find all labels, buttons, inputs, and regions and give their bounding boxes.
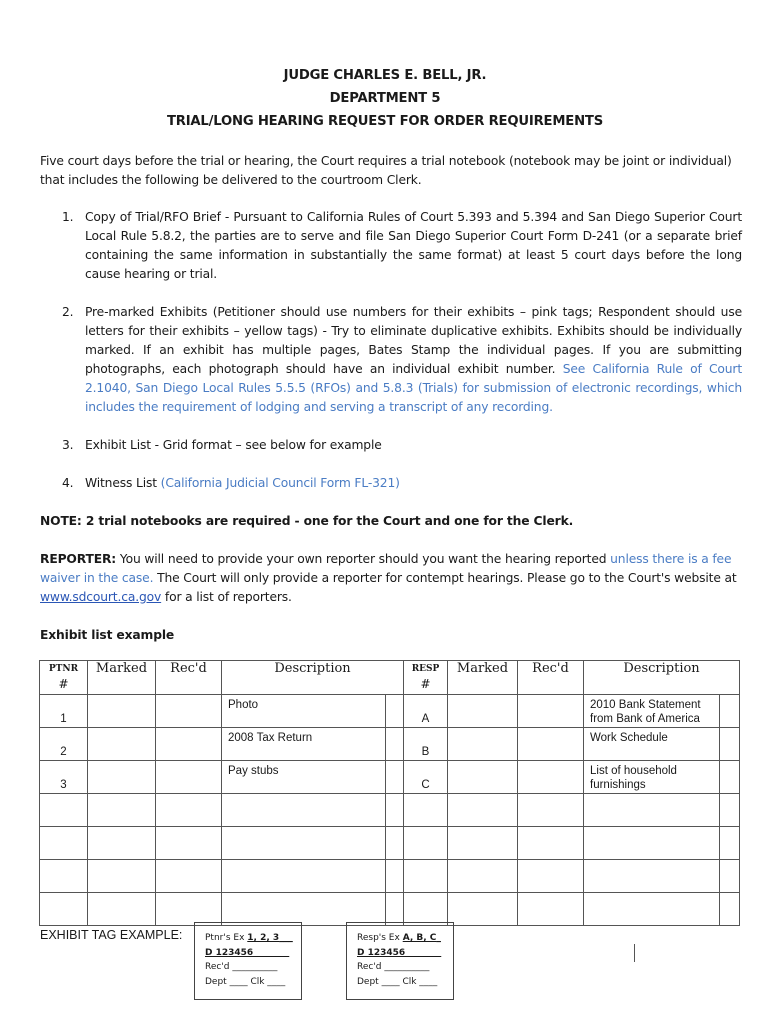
table-row xyxy=(40,761,740,794)
recd-cell xyxy=(518,893,584,926)
ptnr-description: Pay stubs xyxy=(222,761,386,794)
ptnr-exhibit-number xyxy=(40,893,88,926)
list-item-text: Copy of Trial/RFO Brief - Pursuant to California Rules of Court 5.393 and 5.394 and San Diego Superior Court Local Rule 5.8.2, the parties are to serve and file San Diego Superior Court Form D-241 (or a separate brief containing the same information in substantially the same format) at least 5 court days before the long cause hearing or trial. xyxy=(85,210,742,281)
resp-exhibit-number xyxy=(404,860,448,893)
list-item-text: Witness List xyxy=(85,476,157,490)
department: DEPARTMENT 5 xyxy=(329,91,441,106)
spacer-cell xyxy=(720,728,740,761)
ptnr-exhibit-number xyxy=(40,827,88,860)
spacer-cell xyxy=(720,695,740,728)
list-number: 1. xyxy=(62,210,74,224)
reporter-text-2: The Court will only provide a reporter for contempt hearings. Please go to the Court's website at xyxy=(157,571,737,585)
list-item-text: Exhibit List - Grid format – see below for example xyxy=(85,438,382,452)
resp-description xyxy=(584,893,720,926)
ptnr-description: 2008 Tax Return xyxy=(222,728,386,761)
resp-exhibit-number: B xyxy=(404,728,448,761)
table-row xyxy=(40,893,740,926)
marked-cell xyxy=(448,761,518,794)
ptnr-exhibit-number: 2 xyxy=(40,728,88,761)
recd-cell xyxy=(518,695,584,728)
table-row xyxy=(40,794,740,827)
marked-cell xyxy=(88,827,156,860)
list-item-1 xyxy=(62,208,742,284)
marked-cell xyxy=(88,728,156,761)
ptnr-description xyxy=(222,827,386,860)
table-row xyxy=(40,728,740,761)
resp-recd-header: Rec'd xyxy=(518,661,584,695)
tag-ex-line: Ptnr's Ex 1, 2, 3___ xyxy=(205,933,293,943)
spacer-cell xyxy=(386,827,404,860)
marked-cell xyxy=(88,794,156,827)
marked-cell xyxy=(448,794,518,827)
table-header-row xyxy=(40,661,740,695)
marked-cell xyxy=(88,761,156,794)
resp-exhibit-number: C xyxy=(404,761,448,794)
ptnr-exhibit-number: 1 xyxy=(40,695,88,728)
ptnr-description: Photo xyxy=(222,695,386,728)
table-row xyxy=(40,860,740,893)
table-row xyxy=(40,695,740,728)
resp-description xyxy=(584,827,720,860)
resp-description: List of household furnishings xyxy=(584,761,720,794)
ptnr-marked-header: Marked xyxy=(88,661,156,695)
table-row xyxy=(40,827,740,860)
tag-dept-line: Dept ____ Clk ____ xyxy=(205,976,286,987)
ptnr-description xyxy=(222,893,386,926)
marked-cell xyxy=(88,695,156,728)
spacer-cell xyxy=(386,860,404,893)
list-item-text: Pre-marked Exhibits (Petitioner should use numbers for their exhibits – pink tags; Respondent should use letters for their exhibits – yellow tags) - Try to eliminate duplicative exhibits. Exhibits should be individually marked. If an exhibit has multiple pages, Bates Stamp the individual pages. If you are submitting photographs, each photograph should have an individual exhibit number. xyxy=(85,305,742,376)
resp-exhibit-number xyxy=(404,827,448,860)
tag-ex-value: 1, 2, 3 xyxy=(247,933,280,943)
reporter-label: REPORTER: xyxy=(40,552,117,566)
marked-cell xyxy=(88,893,156,926)
ptnr-exhibit-number xyxy=(40,794,88,827)
resp-exhibit-number xyxy=(404,893,448,926)
spacer-cell xyxy=(720,827,740,860)
marked-cell xyxy=(448,860,518,893)
tag-recd-line: Rec'd __________ xyxy=(357,962,430,972)
note-text: NOTE: 2 trial notebooks are required - one for the Court and one for the Clerk. xyxy=(40,514,574,528)
resp-number-header: RESP # xyxy=(404,661,448,695)
resp-description-header: Description xyxy=(584,661,740,695)
recd-cell xyxy=(518,860,584,893)
spacer-cell xyxy=(386,794,404,827)
exhibit-tag-caption: EXHIBIT TAG EXAMPLE: xyxy=(40,928,183,942)
list-number: 4. xyxy=(62,476,74,490)
form-fl321-link[interactable]: (California Judicial Council Form FL-321) xyxy=(160,476,400,490)
marked-cell xyxy=(448,728,518,761)
reporter-text-3: for a list of reporters. xyxy=(164,590,292,604)
recd-cell xyxy=(156,794,222,827)
resp-description: Work Schedule xyxy=(584,728,720,761)
ptnr-recd-header: Rec'd xyxy=(156,661,222,695)
ptnr-description xyxy=(222,860,386,893)
recd-cell xyxy=(518,794,584,827)
list-item-body xyxy=(85,474,742,493)
reporter-paragraph xyxy=(40,550,742,607)
spacer-cell xyxy=(720,794,740,827)
spacer-cell xyxy=(720,860,740,893)
list-item-2 xyxy=(62,303,742,417)
tag-ex-line: Resp's Ex A, B, C_ xyxy=(357,933,441,943)
intro-paragraph: Five court days before the trial or hearing, the Court requires a trial notebook (notebook may be joint or individual) that includes the following be delivered to the courtroom Clerk. xyxy=(40,154,732,187)
spacer-cell xyxy=(386,761,404,794)
marked-cell xyxy=(88,860,156,893)
resp-exhibit-number xyxy=(404,794,448,827)
spacer-cell xyxy=(386,893,404,926)
resp-description: 2010 Bank Statement from Bank of America xyxy=(584,695,720,728)
marked-cell xyxy=(448,695,518,728)
recd-cell xyxy=(518,827,584,860)
tag-ex-value: A, B, C xyxy=(402,933,437,943)
resp-exhibit-number: A xyxy=(404,695,448,728)
tag-recd-line: Rec'd __________ xyxy=(205,962,278,972)
recd-cell xyxy=(156,893,222,926)
spacer-cell xyxy=(720,893,740,926)
resp-description xyxy=(584,860,720,893)
page-title: TRIAL/LONG HEARING REQUEST FOR ORDER REQUIREMENTS xyxy=(166,114,604,129)
recd-cell xyxy=(156,827,222,860)
resp-description xyxy=(584,794,720,827)
ptnr-description-header: Description xyxy=(222,661,404,695)
tag-dept-line: Dept ____ Clk ____ xyxy=(357,976,438,987)
marked-cell xyxy=(448,893,518,926)
exhibit-list-heading: Exhibit list example xyxy=(40,628,175,642)
list-number: 2. xyxy=(62,305,74,319)
ptnr-number-header: PTNR # xyxy=(40,661,88,695)
spacer-cell xyxy=(386,695,404,728)
court-website-link[interactable]: www.sdcourt.ca.gov xyxy=(40,590,162,604)
list-item-3 xyxy=(62,436,742,455)
text-cursor xyxy=(634,944,635,962)
resp-marked-header: Marked xyxy=(448,661,518,695)
petitioner-exhibit-tag xyxy=(194,922,302,1000)
tag-d-line: D 123456________ xyxy=(357,947,442,958)
recd-cell xyxy=(156,695,222,728)
list-number: 3. xyxy=(62,438,74,452)
marked-cell xyxy=(448,827,518,860)
ptnr-exhibit-number xyxy=(40,860,88,893)
recd-cell xyxy=(156,761,222,794)
rule-reference-link[interactable]: See California Rule of Court 2.1040, San Diego Local Rules 5.5.5 (RFOs) and 5.8.3 (Trials) for submission of electronic recordings, which includes the requirement of lodging and serving a transcript of any recording. xyxy=(85,362,742,414)
recd-cell xyxy=(156,728,222,761)
spacer-cell xyxy=(720,761,740,794)
respondent-exhibit-tag xyxy=(346,922,454,1000)
list-item-4 xyxy=(62,474,742,493)
reporter-text: You will need to provide your own reporter should you want the hearing reported xyxy=(119,552,607,566)
spacer-cell xyxy=(386,728,404,761)
list-item-body xyxy=(85,303,742,417)
tag-d-line: D 123456________ xyxy=(205,947,290,958)
recd-cell xyxy=(518,728,584,761)
ptnr-exhibit-number: 3 xyxy=(40,761,88,794)
recd-cell xyxy=(156,860,222,893)
ptnr-description xyxy=(222,794,386,827)
judge-name: JUDGE CHARLES E. BELL, JR. xyxy=(283,68,487,83)
fee-waiver-link[interactable]: unless there is a fee waiver in the case. xyxy=(40,552,732,585)
exhibit-list-table xyxy=(39,660,740,926)
recd-cell xyxy=(518,761,584,794)
